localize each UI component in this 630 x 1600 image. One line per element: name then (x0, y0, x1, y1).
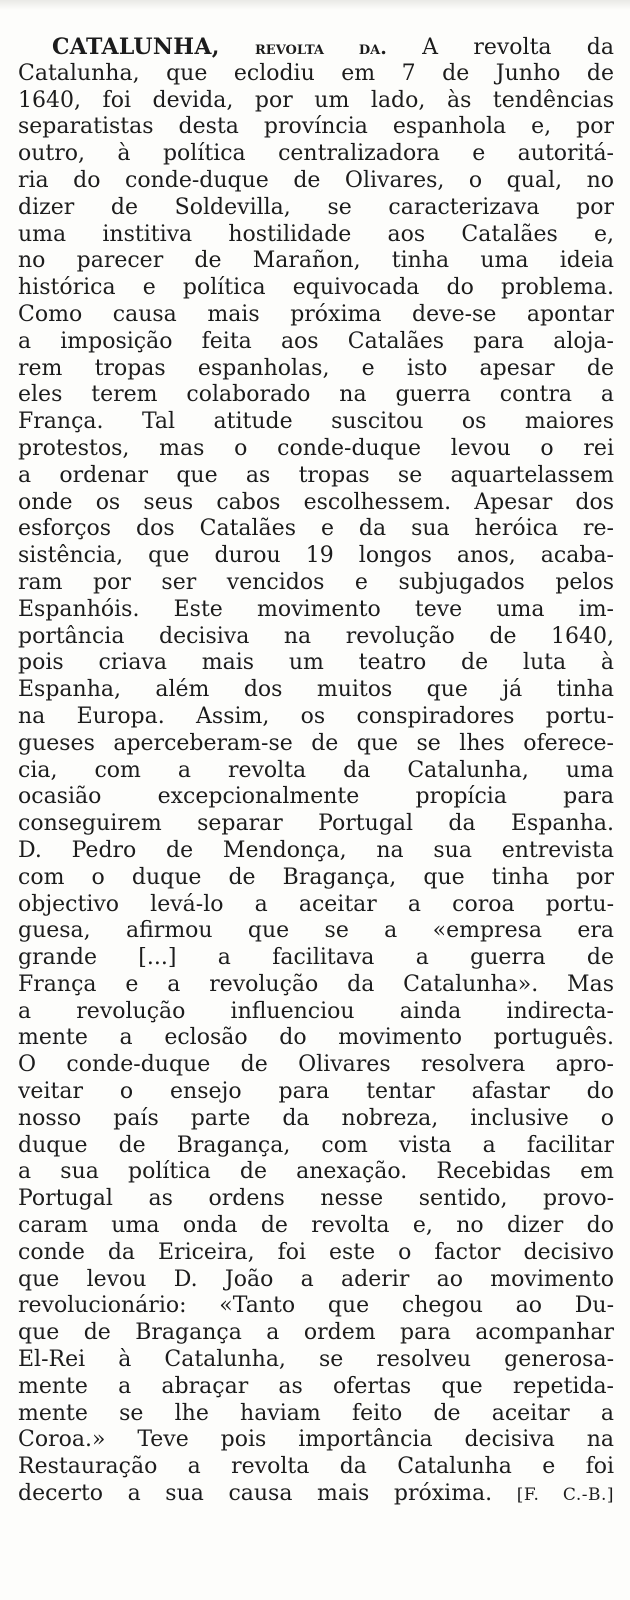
entry-line: mente a eclosão do movimento português. (18, 1025, 614, 1051)
entry-line: a ordenar que as tropas se aquartelassem (18, 462, 614, 488)
entry-line: nosso país parte da nobreza, inclusive o (18, 1105, 614, 1131)
entry-line: Portugal as ordens nesse sentido, provo- (18, 1186, 614, 1212)
entry-line: que de Bragança a ordem para acompanhar (18, 1320, 614, 1346)
entry-line: ocasião excepcionalmente propícia para (18, 784, 614, 810)
entry-line: grande [...] a facilitava a guerra de (18, 945, 614, 971)
entry-line: objectivo levá-lo a aceitar a coroa portu- (18, 891, 614, 917)
entry-line: separatistas desta província espanhola e, por (18, 114, 614, 140)
entry-line: conde da Ericeira, foi este o factor decisivo (18, 1239, 614, 1265)
entry-line: caram uma onda de revolta e, no dizer do (18, 1213, 614, 1239)
entry-line: Espanhóis. Este movimento teve uma im- (18, 596, 614, 622)
entry-subhead: revolta da. (254, 37, 387, 59)
entry-line: A revolta da (422, 35, 614, 60)
entry-line: outro, à política centralizadora e autoritá- (18, 141, 614, 167)
entry-line: revolucionário: «Tanto que chegou ao Du- (18, 1293, 614, 1319)
entry-line: duque de Bragança, com vista a facilitar (18, 1132, 614, 1158)
entry-line: a imposição feita aos Catalães para aloja- (18, 328, 614, 354)
author-signature: [F. C.-B.] (516, 1485, 614, 1506)
entry-line: onde os seus cabos escolhessem. Apesar dos (18, 489, 614, 515)
entry-line: esforços dos Catalães e da sua heróica re- (18, 516, 614, 542)
entry-line: El-Rei à Catalunha, se resolveu generosa- (18, 1347, 614, 1373)
entry-headword: CATALUNHA, (52, 34, 220, 60)
entry-line: sistência, que durou 19 longos anos, acaba- (18, 543, 614, 569)
entry-line: Como causa mais próxima deve-se apontar (18, 301, 614, 327)
entry-line: 1640, foi devida, por um lado, às tendências (18, 87, 614, 113)
entry-line: mente se lhe haviam feito de aceitar a (18, 1400, 614, 1426)
entry-line: a revolução influenciou ainda indirecta- (18, 998, 614, 1024)
entry-line: veitar o ensejo para tentar afastar do (18, 1079, 614, 1105)
entry-line: guesa, afirmou que se a «empresa era (18, 918, 614, 944)
entry-line: D. Pedro de Mendonça, na sua entrevista (18, 837, 614, 863)
entry-line: pois criava mais um teatro de luta à (18, 650, 614, 676)
entry-line: histórica e política equivocada do problema. (18, 275, 614, 301)
entry-line: gueses aperceberam-se de que se lhes oferece- (18, 730, 614, 756)
entry-line: França e a revolução da Catalunha». Mas (18, 971, 614, 997)
entry-first-line (18, 34, 614, 61)
entry-line: ria do conde-duque de Olivares, o qual, no (18, 167, 614, 193)
entry-line: portância decisiva na revolução de 1640, (18, 623, 614, 649)
entry-line: dizer de Soldevilla, se caracterizava por (18, 194, 614, 220)
entry-line: rem tropas espanholas, e isto apesar de (18, 355, 614, 381)
entry-line: Restauração a revolta da Catalunha e foi (18, 1454, 614, 1480)
entry-body (18, 61, 614, 1508)
entry-line: O conde-duque de Olivares resolvera apro- (18, 1052, 614, 1078)
entry-line: que levou D. João a aderir ao movimento (18, 1266, 614, 1292)
entry-line: ram por ser vencidos e subjugados pelos (18, 569, 614, 595)
entry-line: Catalunha, que eclodiu em 7 de Junho de (18, 60, 614, 86)
entry-line: França. Tal atitude suscitou os maiores (18, 409, 614, 435)
entry-line: no parecer de Marañon, tinha uma ideia (18, 248, 614, 274)
entry-line: uma institiva hostilidade aos Catalães e, (18, 221, 614, 247)
entry-line: protestos, mas o conde-duque levou o rei (18, 435, 614, 461)
entry-line: conseguirem separar Portugal da Espanha. (18, 811, 614, 837)
entry-line: mente a abraçar as ofertas que repetida- (18, 1373, 614, 1399)
scan-edge (0, 0, 630, 10)
entry-line: Coroa.» Teve pois importância decisiva na (18, 1427, 614, 1453)
entry-line: Espanha, além dos muitos que já tinha (18, 677, 614, 703)
entry-line: eles terem colaborado na guerra contra a (18, 382, 614, 408)
entry-line: a sua política de anexação. Recebidas em (18, 1159, 614, 1185)
entry-line (18, 1481, 614, 1508)
entry-line: cia, com a revolta da Catalunha, uma (18, 757, 614, 783)
entry-line: na Europa. Assim, os conspiradores portu- (18, 703, 614, 729)
entry-line-text: decerto a sua causa mais próxima. (18, 1481, 493, 1507)
entry-line: com o duque de Bragança, que tinha por (18, 864, 614, 890)
encyclopedia-entry (18, 34, 614, 1508)
